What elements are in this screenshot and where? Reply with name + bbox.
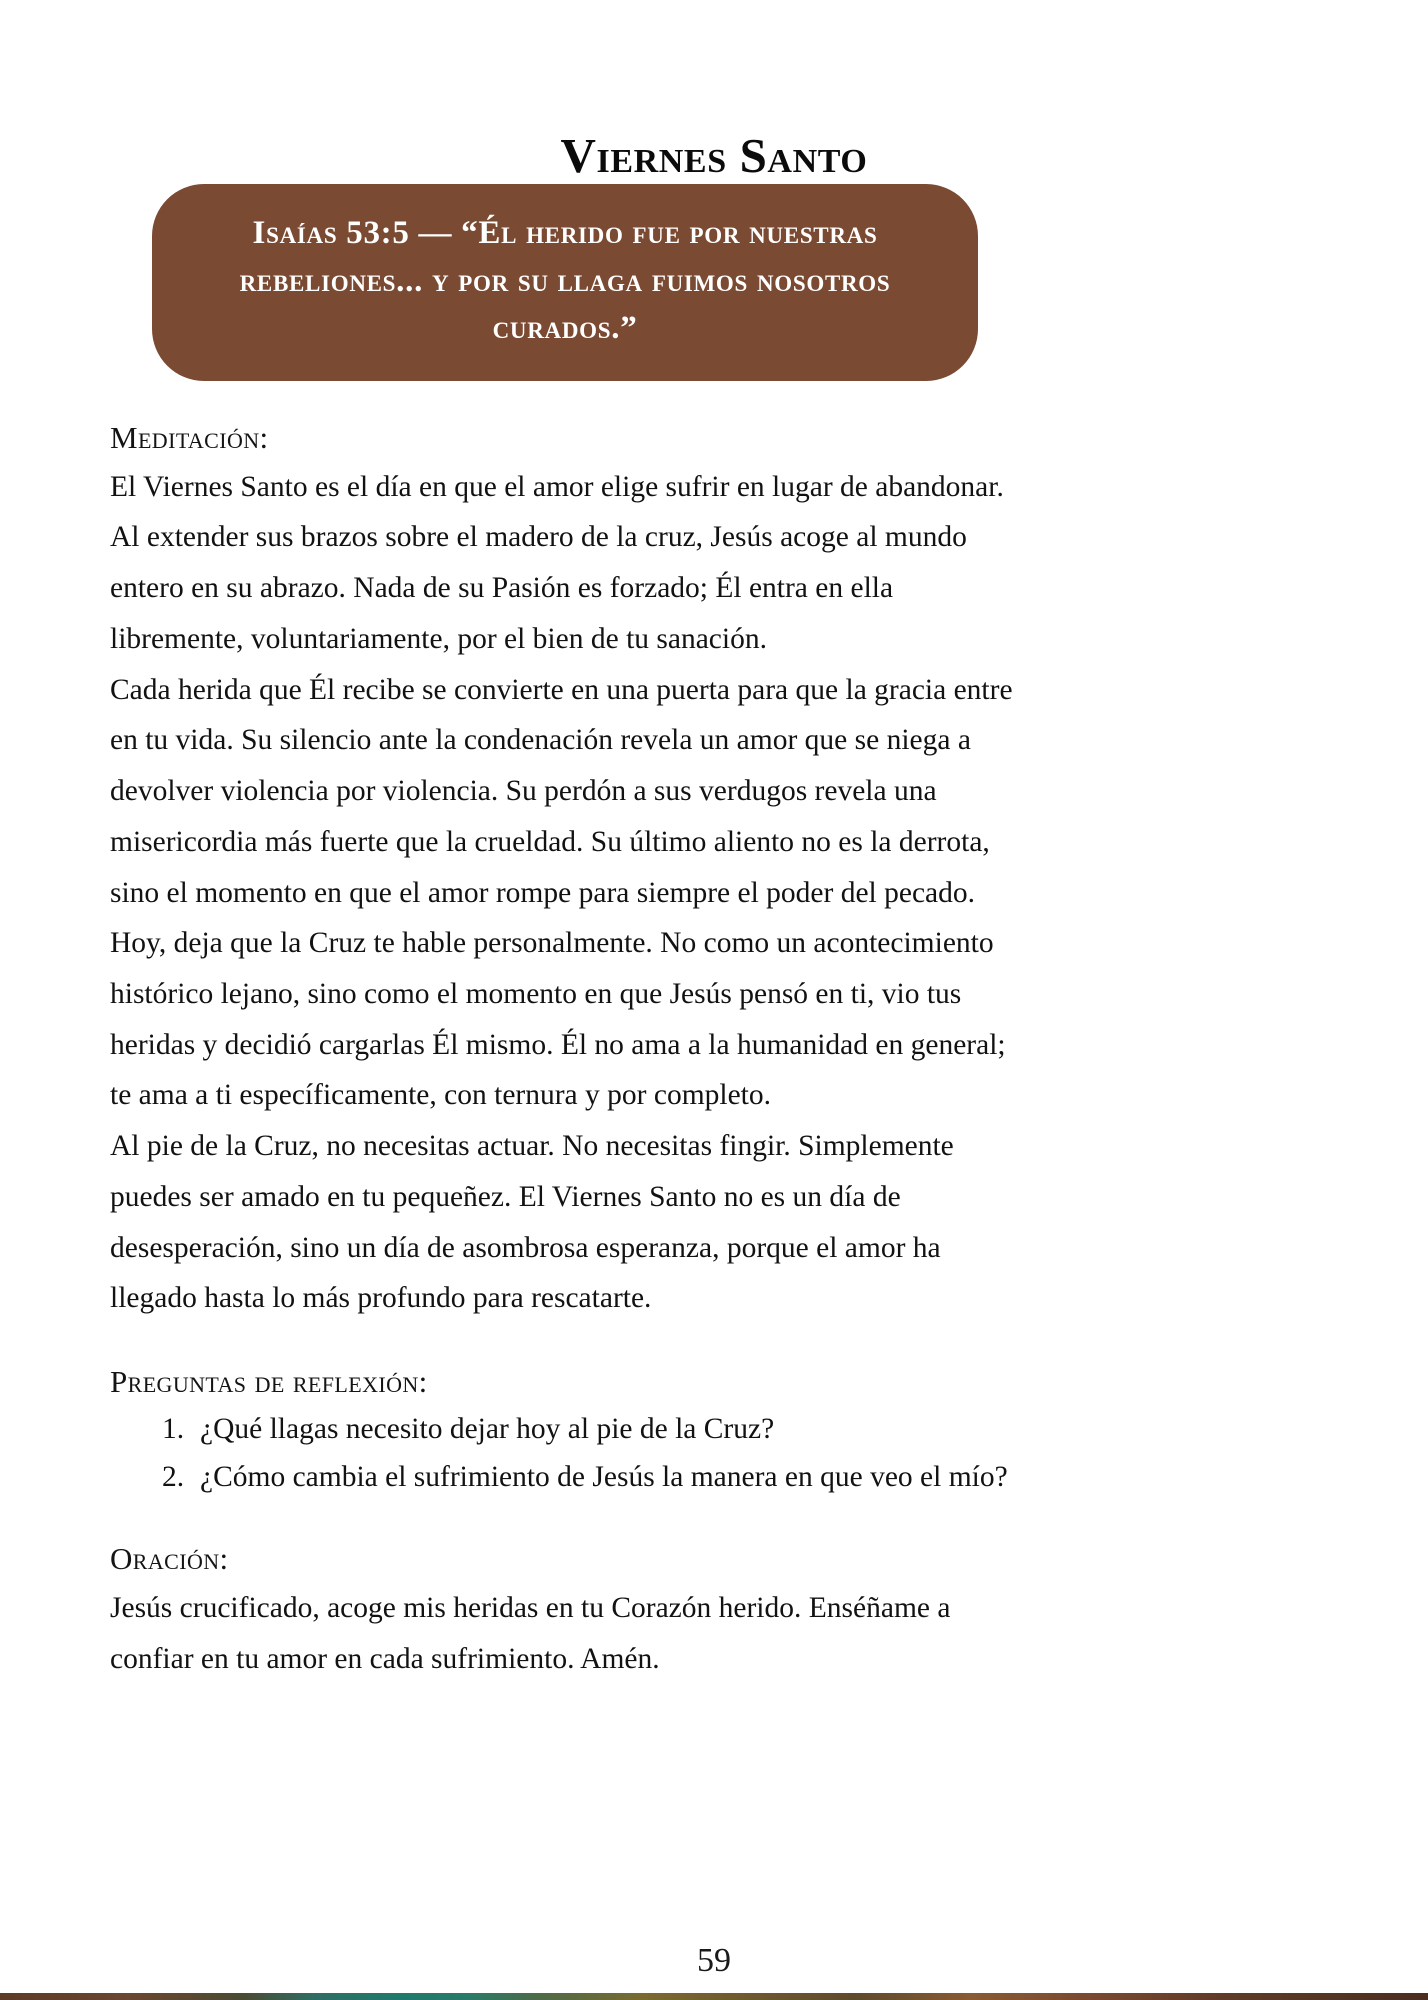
page-title: Viernes Santo: [560, 127, 868, 183]
meditation-body: [110, 462, 1018, 1324]
reflection-heading: Preguntas de reflexión:: [110, 1364, 428, 1400]
question-text: ¿Qué llagas necesito dejar hoy al pie de la Cruz?: [200, 1412, 775, 1445]
content-column: [110, 418, 1018, 1685]
meditation-paragraph: El Viernes Santo es el día en que el amor elige sufrir en lugar de abandonar. Al extender sus brazos sobre el madero de la cruz, Jesús acoge al mundo entero en su abrazo. Nada de su Pasión es forzado; Él entra en ella libremente, voluntariamente, por el bien de tu sanación.: [110, 470, 1004, 655]
section-spacer: [110, 1324, 1018, 1362]
list-item: [110, 1406, 1018, 1454]
prayer-heading: Oración:: [110, 1541, 229, 1577]
question-number: 2.: [162, 1460, 185, 1493]
meditation-paragraph: Hoy, deja que la Cruz te hable personalmente. No como un acontecimiento histórico lejano, sino como el momento en que Jesús pensó en ti, vio tus heridas y decidió cargarlas Él mismo. Él no ama a la humanidad en general; te ama a ti específicamente, con ternura y por completo.: [110, 927, 1006, 1112]
section-spacer: [110, 1501, 1018, 1539]
list-item: [110, 1454, 1018, 1502]
question-number: 1.: [162, 1412, 185, 1445]
prayer-body: [110, 1583, 1018, 1684]
bottom-color-strip: [0, 1993, 1428, 2000]
scripture-callout-box: [152, 184, 978, 381]
meditation-heading: Meditación:: [110, 420, 269, 455]
reflection-question-list: [110, 1406, 1018, 1502]
scripture-callout-text: Isaías 53:5 — “Él herido fue por nuestras rebeliones... y por su llaga fuimos nosotros curados.”: [239, 215, 891, 347]
prayer-text: Jesús crucificado, acoge mis heridas en tu Corazón herido. Enséñame a confiar en tu amor en cada sufrimiento. Amén.: [110, 1592, 951, 1675]
meditation-paragraph: Al pie de la Cruz, no necesitas actuar. No necesitas fingir. Simplemente puedes ser amado en tu pequeñez. El Viernes Santo no es un día de desesperación, sino un día de asombrosa esperanza, porque el amor ha llegado hasta lo más profundo para rescatarte.: [110, 1130, 954, 1315]
page-number: 59: [697, 1942, 731, 1979]
meditation-paragraph: Cada herida que Él recibe se convierte en una puerta para que la gracia entre en tu vida. Su silencio ante la condenación revela un amor que se niega a devolver violencia por violencia. Su perdón a sus verdugos revela una misericordia más fuerte que la crueldad. Su último aliento no es la derrota, sino el momento en que el amor rompe para siempre el poder del pecado.: [110, 673, 1013, 909]
question-text: ¿Cómo cambia el sufrimiento de Jesús la manera en que veo el mío?: [200, 1460, 1008, 1493]
